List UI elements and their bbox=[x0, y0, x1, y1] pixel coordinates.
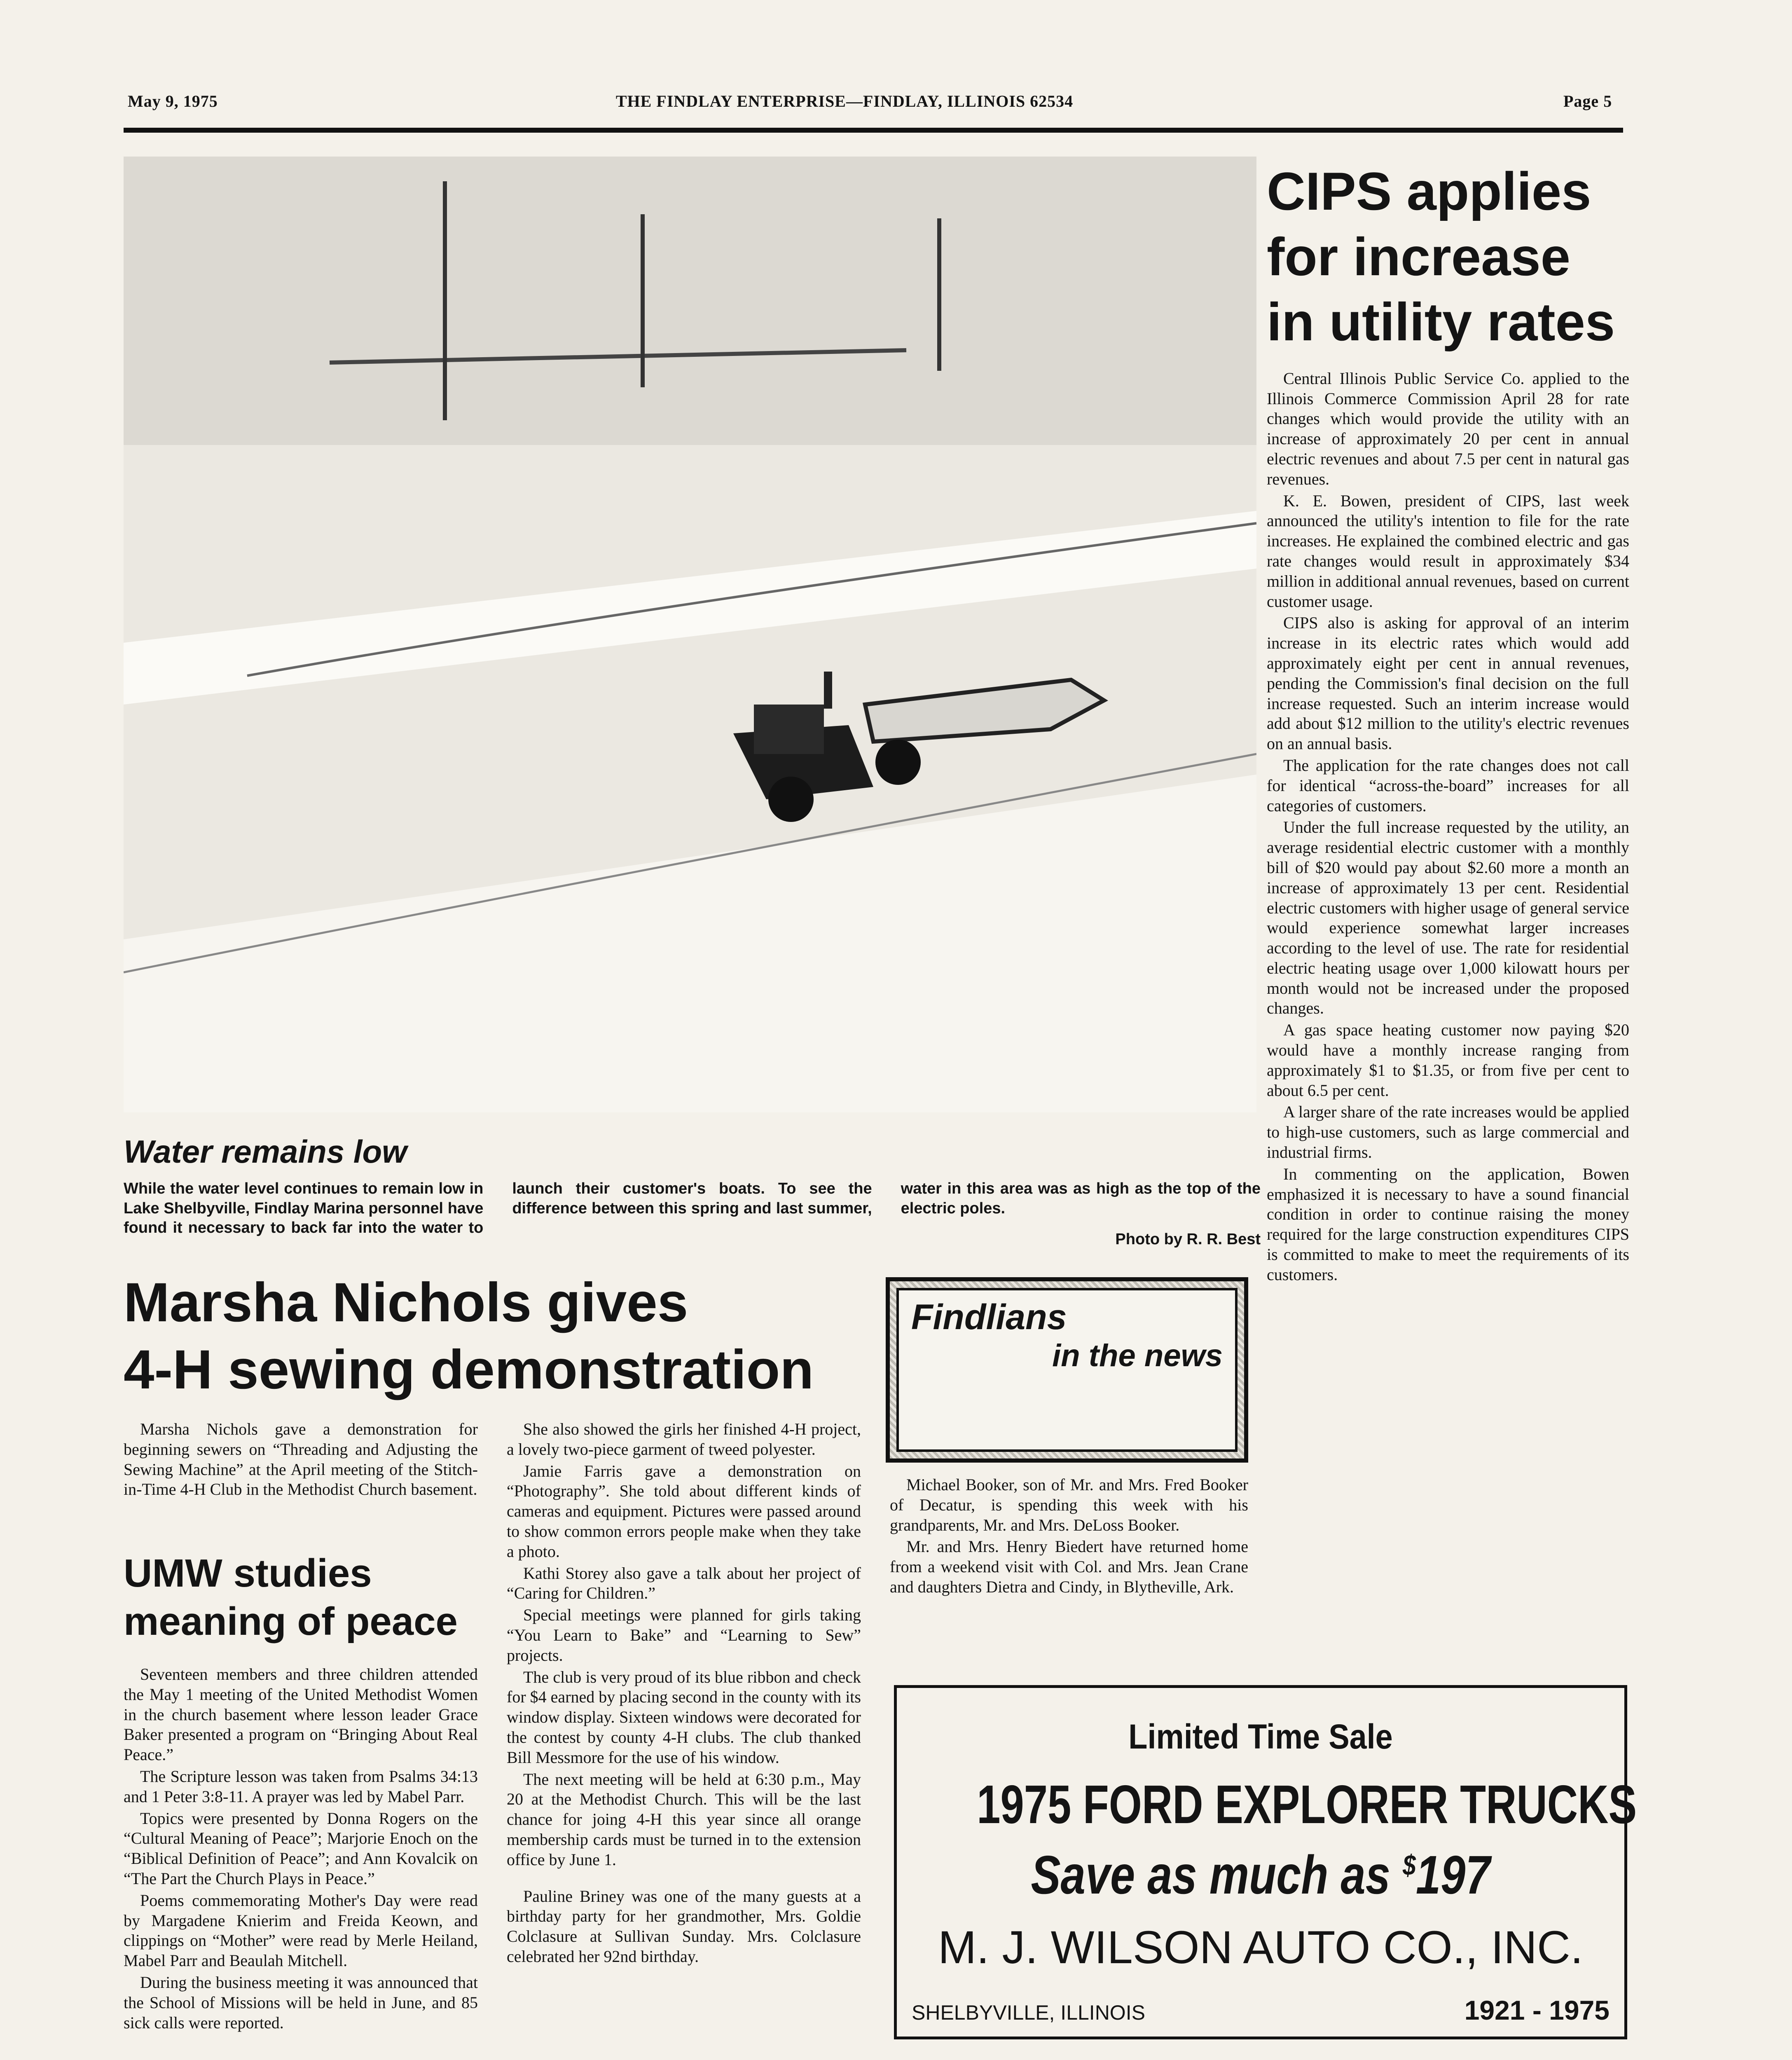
marsha-col1: Marsha Nichols gave a demonstration for beginning sewers on “Threading and Adjusting the Sewing Machine” at the April meeting of the Stitch-in-Time 4-H Club in the Methodist Church basement. bbox=[124, 1420, 478, 1499]
findlians-body: Michael Booker, son of Mr. and Mrs. Fred Booker of Decatur, is spending this week with his grandparents, Mr. and Mrs. DeLoss Booker. Mr. and Mrs. Henry Biedert have returned home from a weekend visit with Col. and Mrs. Jean Crane and daughters Dietra and Cindy, in Blytheville, Ark. bbox=[890, 1475, 1248, 1596]
photo-caption: While the water level continues to remain low in Lake Shelbyville, Findlay Marina personnel have found it necessary to back far into the water to launch their customer's boats. To see the difference between this spring and last summer, water in this area was as high as the top of the electric poles. bbox=[124, 1180, 1261, 1236]
photo-credit: Photo by R. R. Best bbox=[1115, 1231, 1261, 1248]
umw-headline: UMW studies meaning of peace bbox=[124, 1551, 458, 1644]
marsha-headline: Marsha Nichols gives 4-H sewing demonstration bbox=[124, 1272, 814, 1401]
umw-body: Seventeen members and three children attended the May 1 meeting of the United Methodist Women in the church basement where lesson leader Grace Baker presented a program on “Bringing About Real Peace.” The Scripture lesson was taken from Psalms 34:13 and 1 Peter 3:8-11. A prayer was led by Mabel Parr. Topics were presented by Donna Rogers on the “Cultural Meaning of Peace”; Marjorie Enoch on the “Biblical Definition of Peace”; and Ann Kovalcik on “The Part the Church Plays in Peace.” Poems commemorating Mother's Day were read by Margadene Knierim and Freida Keown, and clippings on “Mother” were read by Merle Heiland, Mabel Parr and Beaulah Mitchell. During the business meeting it was announced that the School of Missions will be held in June, and 85 sick calls were reported. bbox=[124, 1665, 478, 2032]
ford-ad bbox=[894, 1685, 1637, 2039]
page-number: Page 5 bbox=[1563, 92, 1612, 110]
findlians-title: Findlians bbox=[911, 1297, 1067, 1337]
lake-photo bbox=[124, 157, 1256, 1112]
ford-ad-location: SHELBYVILLE, ILLINOIS bbox=[912, 2001, 1145, 2024]
photo-title: Water remains low bbox=[124, 1133, 407, 1170]
cips-body: Central Illinois Public Service Co. applied to the Illinois Commerce Commission April 28 for rate changes which would provide the utility with an increase of approximately 20 per cent in annual electric revenues and about 7.5 per cent in natural gas revenues. K. E. Bowen, president of CIPS, last week announced the utility's intention to file for the rate increases. He explained the combined electric and gas rate changes would result in approximately $34 million in additional annual revenues, based on current customer usage. CIPS also is asking for approval of an interim increase in its electric rates which would add approximately eight per cent in annual revenues, pending the Commission's final decision on the full increase requested. Such an interim increase would add about $12 million to the utility's electric revenues on an annual basis. The application for the rate changes does not call for identical “across-the-board” increases for all categories of customers. Under the full increase requested by the utility, an average residential electric customer with a monthly bill of $20 would pay about $2.60 more a month an increase of approximately 13 per cent. Residential electric customers with higher usage of general service would experience somewhat larger increases according to the level of use. The rate for residential electric heating usage over 1,000 kilowatt hours per month would not be increased under the proposed changes. A gas space heating customer now paying $20 would have a monthly increase ranging from approximately $1 to $1.35, or from five per cent to about 6.5 per cent. A larger share of the rate increases would be applied to high-use customers, such as large commercial and industrial firms. In commenting on the application, Bowen emphasized it is necessary to have a sound financial condition in order to continue raising the money required for the large construction expenditures CIPS is committed to make to meet the requirements of its customers. bbox=[1267, 369, 1629, 1284]
findlians-subtitle: in the news bbox=[1052, 1338, 1223, 1373]
paper-name: THE FINDLAY ENTERPRISE—FINDLAY, ILLINOIS 62534 bbox=[615, 92, 1074, 110]
marsha-col2: She also showed the girls her finished 4-H project, a lovely two-piece garment of tweed polyester. Jamie Farris gave a demonstration on “Photography”. She told about different kinds of cameras and equipment. Pictures were passed around to show common errors people make when they take a photo. Kathi Storey also gave a talk about her project of “Caring for Children.” Special meetings were planned for girls taking “You Learn to Bake” and “Learning to Sew” projects. The club is very proud of its blue ribbon and check for $4 earned by placing second in the county with its window display. Sixteen windows were decorated for the contest by county 4-H clubs. The club thanked Bill Messmore for the use of his window. The next meeting will be held at 6:30 p.m., May 20 at the Methodist Church. This will be the last chance for joing 4-H this year since all orange membership cards must be turned in to the extension office by June 1. Pauline Briney was one of the many guests at a birthday party for her grandmother, Mrs. Goldie Colclasure at Sullivan Sunday. Mrs. Colclasure celebrated her 92nd birthday. bbox=[507, 1420, 861, 1966]
ford-ad-years: 1921 - 1975 bbox=[1464, 1995, 1610, 2025]
boat-launch-image bbox=[124, 157, 1256, 1112]
ford-ad-headline: 1975 FORD EXPLORER TRUCKS bbox=[977, 1774, 1637, 1835]
ford-ad-kicker: Limited Time Sale bbox=[1128, 1717, 1393, 1756]
ford-ad-dealer: M. J. WILSON AUTO CO., INC. bbox=[938, 1922, 1584, 1973]
issue-date: May 9, 1975 bbox=[128, 92, 218, 110]
masthead-rule bbox=[124, 128, 1623, 133]
ford-ad-savings: Save as much as $197 bbox=[1031, 1845, 1490, 1905]
cips-headline: CIPS applies for increase in utility rates bbox=[1267, 161, 1615, 352]
findlians-box bbox=[886, 1277, 1248, 1463]
cips-article bbox=[1267, 159, 1629, 1287]
